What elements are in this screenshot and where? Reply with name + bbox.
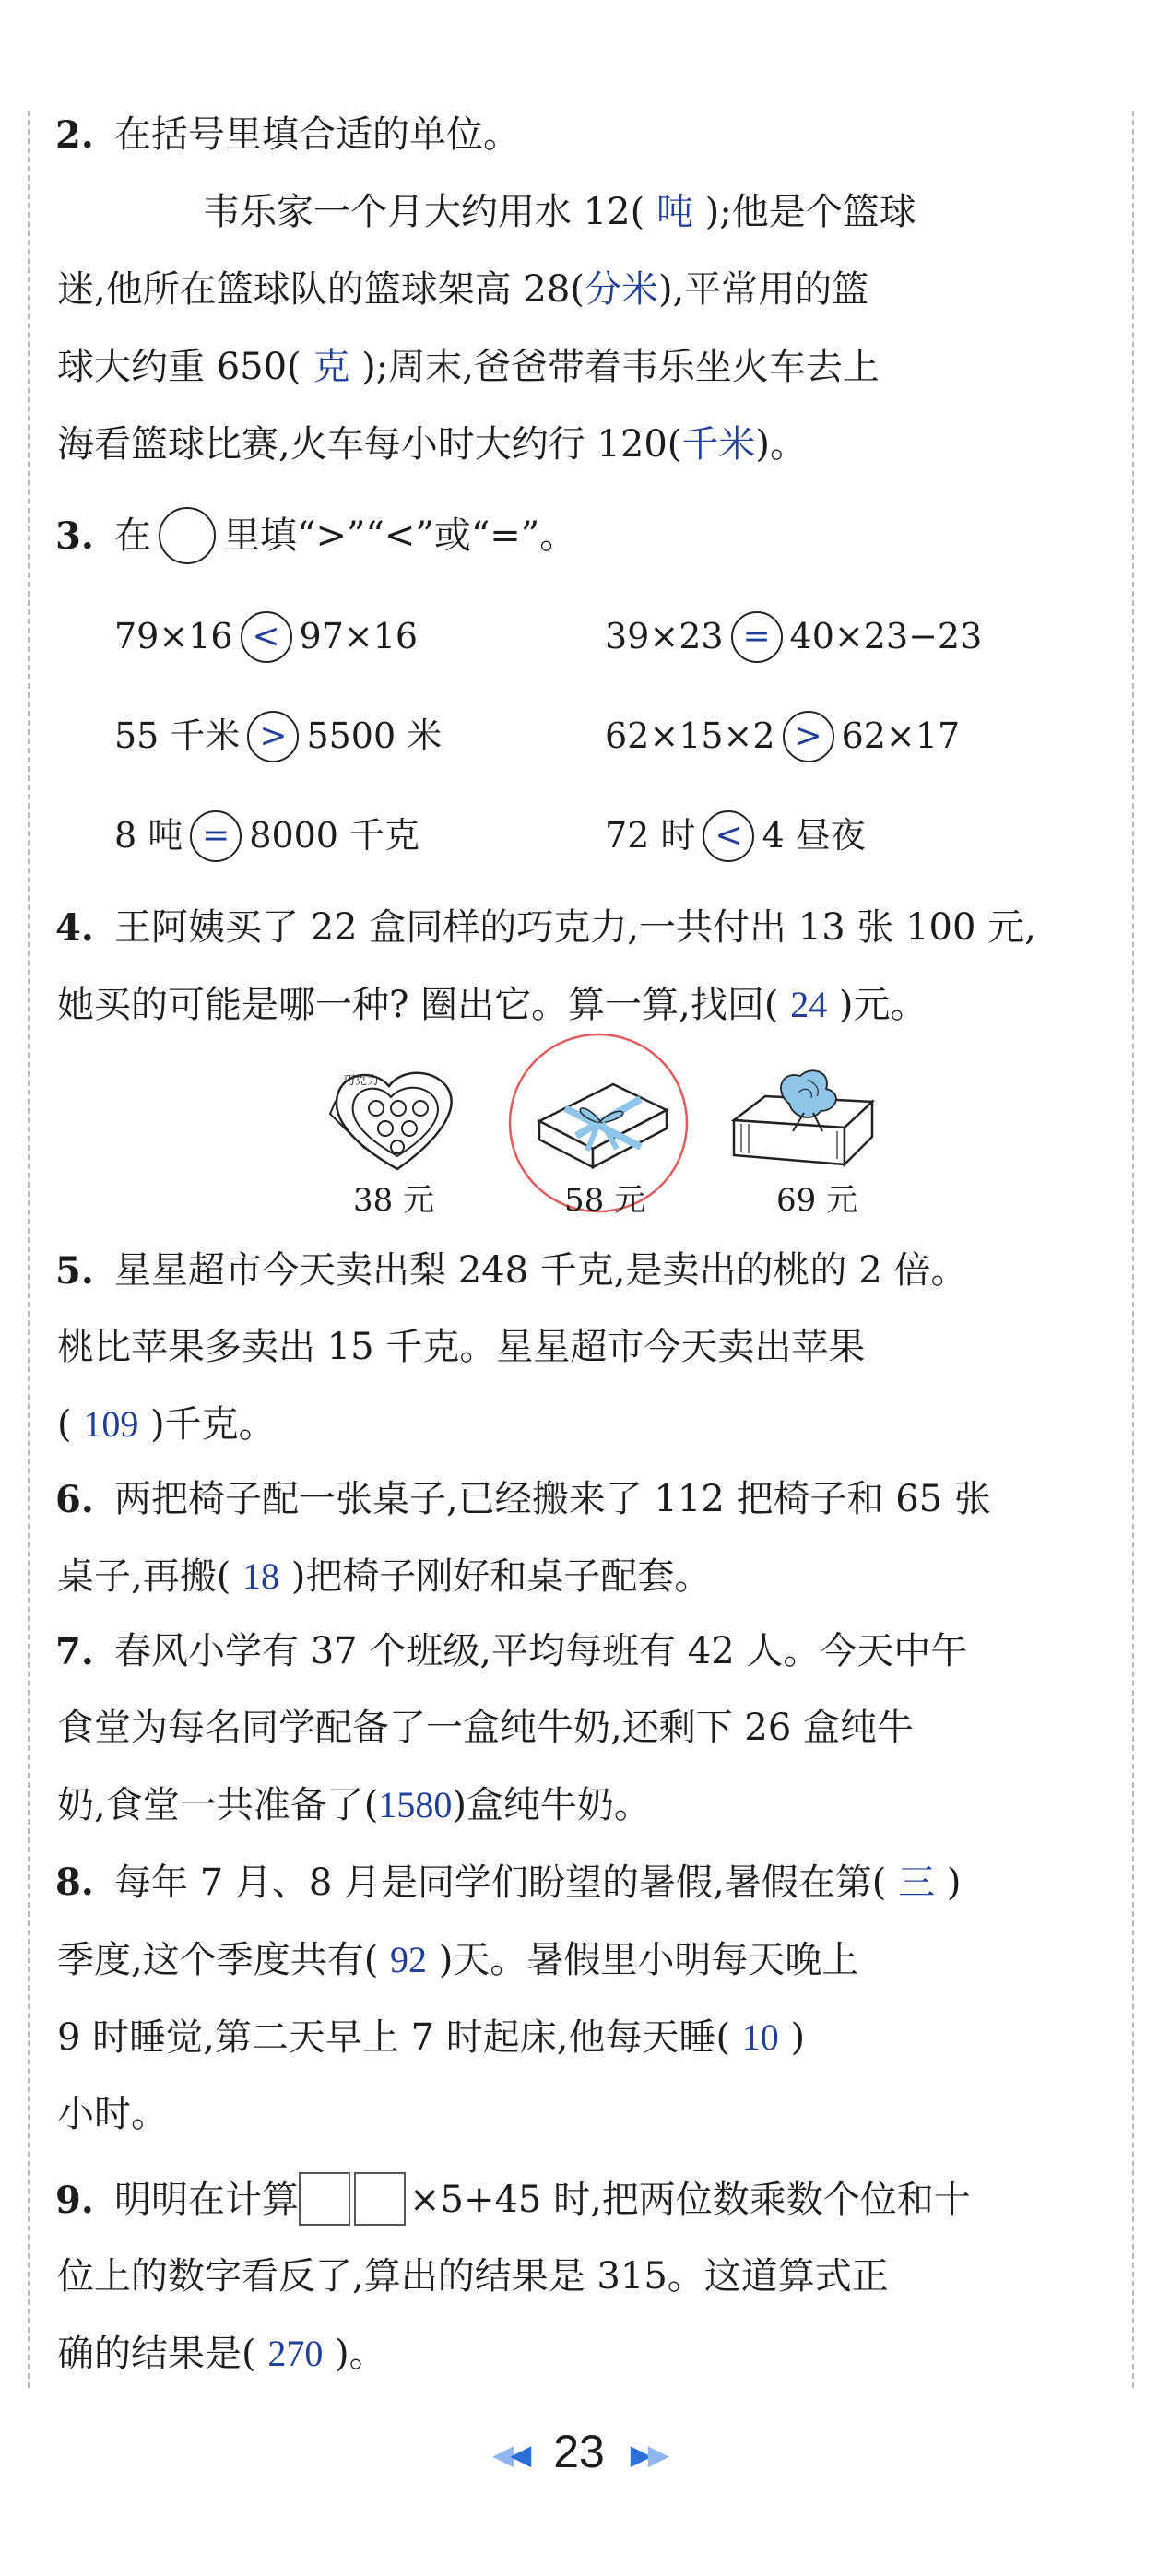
price-label: 69 元 xyxy=(776,1182,858,1219)
question-number: 8. xyxy=(55,1861,94,1904)
comparison-sign: > xyxy=(247,711,299,762)
answer-text: 24 xyxy=(790,984,828,1025)
prev-arrow-icon: ◀ xyxy=(492,2440,511,2471)
box-label: 巧克力 xyxy=(343,1074,380,1088)
text-line: 奶,食堂一共准备了(1580)盒纯牛奶。 xyxy=(57,1784,651,1826)
question-number: 4. xyxy=(55,906,94,950)
answer-text: 吨 xyxy=(656,191,693,232)
text-line: 桃比苹果多卖出 15 千克。星星超市今天卖出苹果 xyxy=(57,1326,866,1368)
text-line: 位上的数字看反了,算出的结果是 315。这道算式正 xyxy=(57,2255,889,2298)
text-line: 海看篮球比赛,火车每小时大约行 120(千米)。 xyxy=(57,423,807,466)
comparison-row: 62×15×2 > 62×17 xyxy=(605,708,960,763)
question-number: 5. xyxy=(55,1249,94,1293)
next-arrow-icon: ▶ xyxy=(630,2440,648,2471)
right-margin-rule xyxy=(1132,111,1134,2388)
page-number: 23 xyxy=(553,2426,605,2477)
question-title: 在括号里填合适的单位。 xyxy=(114,113,520,156)
text-line: 迷,他所在篮球队的篮球架高 28(分米),平常用的篮 xyxy=(57,268,869,311)
page-footer xyxy=(0,2425,1158,2478)
blank-circle-icon xyxy=(159,507,216,564)
comparison-sign: < xyxy=(703,810,754,862)
comparison-sign: = xyxy=(190,810,242,862)
text-line: 小时。 xyxy=(57,2093,168,2135)
comparison-row: 39×23 = 40×23−23 xyxy=(605,609,982,664)
answer-text: 1580 xyxy=(378,1784,453,1826)
next-arrow-icon: ▶ xyxy=(647,2440,666,2471)
question-number: 3. xyxy=(55,514,94,558)
question-9 xyxy=(57,2162,1108,2393)
comparison-row: 72 时 < 4 昼夜 xyxy=(605,808,866,863)
text-line: 每年 7 月、8 月是同学们盼望的暑假,暑假在第( 三 ) xyxy=(114,1861,962,1904)
answer-text: 18 xyxy=(242,1555,280,1597)
digit-box xyxy=(299,2172,350,2226)
answer-text: 分米 xyxy=(584,268,658,310)
answer-text: 92 xyxy=(390,1939,428,1980)
comparison-row: 8 吨 = 8000 千克 xyxy=(114,808,419,863)
comparison-sign: > xyxy=(783,711,834,762)
text-line: 星星超市今天卖出梨 248 千克,是卖出的桃的 2 倍。 xyxy=(114,1249,968,1292)
question-5 xyxy=(57,1233,1108,1463)
answer-text: 克 xyxy=(313,346,350,387)
question-6 xyxy=(57,1461,1108,1615)
answer-text: 千米 xyxy=(681,423,756,465)
bow-gift-box-icon xyxy=(728,1065,876,1180)
text-line: 9 时睡觉,第二天早上 7 时起床,他每天睡( 10 ) xyxy=(57,2016,806,2059)
question-3: 3. 在 里填“>”“<”或“=”。 xyxy=(57,498,1108,574)
comparison-sign: < xyxy=(241,611,292,663)
text-line: 韦乐家一个月大约用水 12( 吨 );他是个篮球 xyxy=(203,191,916,233)
text-line: 王阿姨买了 22 盒同样的巧克力,一共付出 13 张 100 元, xyxy=(114,906,1036,949)
text-line: 确的结果是( 270 )。 xyxy=(57,2333,386,2375)
text-line: 季度,这个季度共有( 92 )天。暑假里小明每天晚上 xyxy=(57,1939,859,1981)
answer-text: 109 xyxy=(83,1403,139,1445)
question-7 xyxy=(57,1613,1108,1844)
text-line: 春风小学有 37 个班级,平均每班有 42 人。今天中午 xyxy=(114,1630,968,1672)
question-number: 2. xyxy=(55,113,94,157)
answer-text: 10 xyxy=(741,2016,779,2058)
question-8 xyxy=(57,1844,1108,2153)
text-line: 两把椅子配一张桌子,已经搬来了 112 把椅子和 65 张 xyxy=(114,1478,991,1520)
prev-arrow-icon: ◀ xyxy=(510,2440,528,2471)
question-number: 9. xyxy=(55,2179,94,2222)
left-margin-rule xyxy=(28,111,30,2388)
answer-text: 三 xyxy=(898,1861,936,1903)
text-line: 球大约重 650( 克 );周末,爸爸带着韦乐坐火车去上 xyxy=(57,346,880,388)
question-2 xyxy=(57,97,1108,483)
answer-text: 270 xyxy=(267,2333,324,2374)
digit-box xyxy=(354,2172,406,2226)
question-number: 7. xyxy=(55,1630,94,1673)
text-line: 桌子,再搬( 18 )把椅子刚好和桌子配套。 xyxy=(57,1555,712,1598)
heart-chocolate-box-icon xyxy=(328,1060,467,1176)
price-label: 38 元 xyxy=(353,1182,435,1219)
question-number: 6. xyxy=(55,1478,94,1521)
text-line: ( 109 )千克。 xyxy=(57,1403,276,1446)
comparison-row: 55 千米 > 5500 米 xyxy=(114,708,442,763)
comparison-row: 79×16 < 97×16 xyxy=(114,609,418,664)
question-4 xyxy=(57,890,1108,1044)
price-label: 58 元 xyxy=(564,1182,646,1219)
text-line: 明明在计算 ×5+45 时,把两位数乘数个位和十 xyxy=(114,2162,1108,2239)
text-line: 食堂为每名同学配备了一盒纯牛奶,还剩下 26 盒纯牛 xyxy=(57,1707,915,1749)
comparison-sign: = xyxy=(731,611,783,663)
text-line: 她买的可能是哪一种? 圈出它。算一算,找回( 24 )元。 xyxy=(57,984,928,1026)
